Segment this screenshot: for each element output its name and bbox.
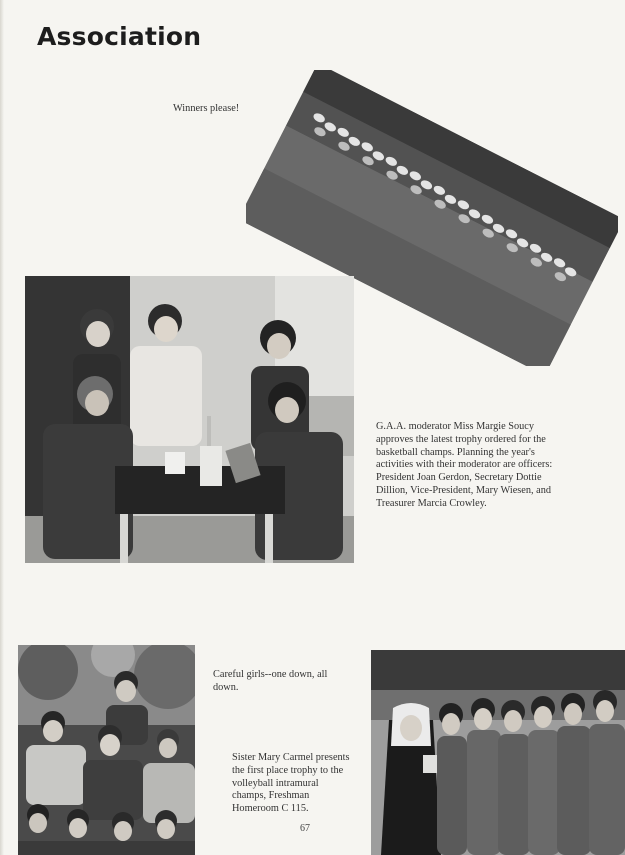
page-gutter bbox=[0, 0, 4, 855]
photo-officers-meeting bbox=[25, 276, 354, 563]
caption-officers: G.A.A. moderator Miss Margie Soucy approves the latest trophy ordered for the basketball champs. Planning the year's activities with their moderator are officers: President Joan Gerdon, Secretary Dottie Dillion, Vice-President, Mary Wiesen, and Treasurer Marcia Crowley. bbox=[376, 421, 553, 509]
caption-winners: Winners please! bbox=[173, 103, 240, 114]
section-title: Association bbox=[37, 22, 202, 51]
page-number: 67 bbox=[300, 823, 310, 834]
caption-sister: Sister Mary Carmel presents the first place trophy to the volleyball intramural champs, Freshman Homeroom C 115. bbox=[232, 752, 350, 815]
caption-careful: Careful girls--one down, all down. bbox=[213, 669, 328, 693]
photo-pyramid bbox=[18, 645, 195, 855]
photo-trophy-presentation bbox=[371, 650, 625, 855]
